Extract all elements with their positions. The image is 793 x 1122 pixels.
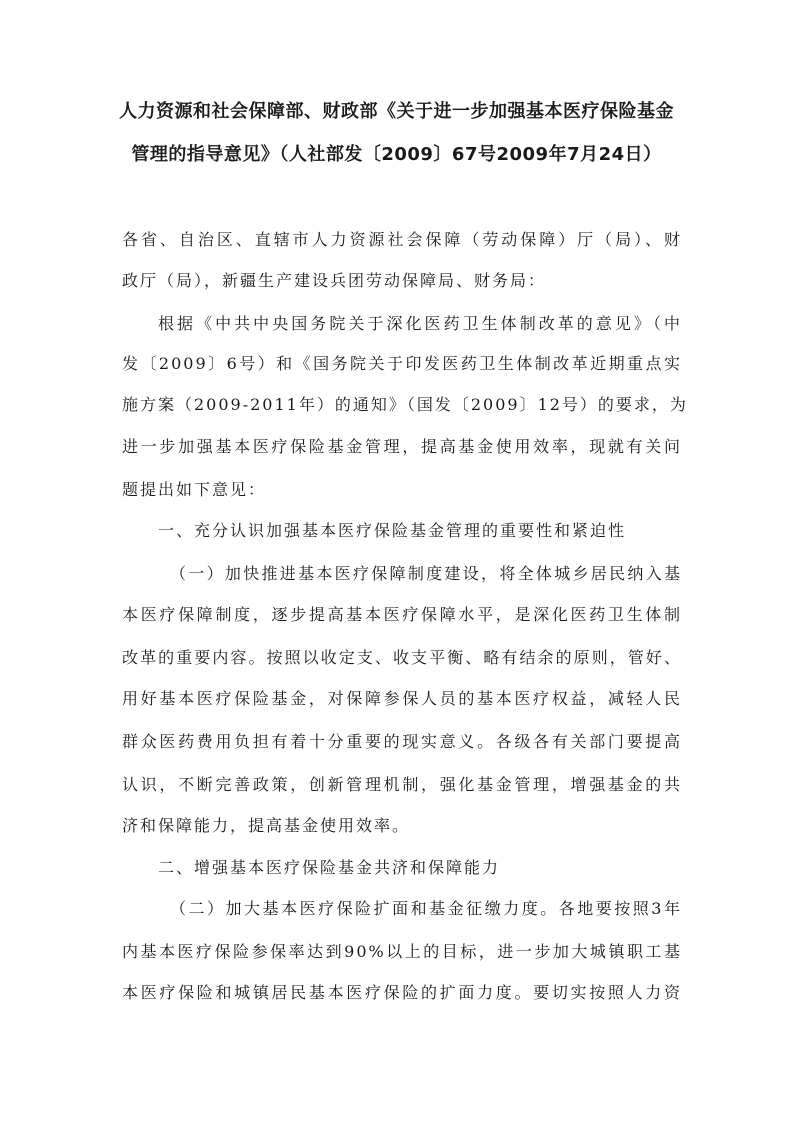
body-line-p1-5: 题提出如下意见： [122, 480, 267, 499]
body-line-p2-1: （一）加快推进基本医疗保障制度建设，将全体城乡居民纳入基 [170, 564, 682, 583]
body-line-p2-3: 改革的重要内容。按照以收定支、收支平衡、略有结余的原则，管好、 [122, 648, 682, 667]
body-line-p2-4: 用好基本医疗保险基金，对保障参保人员的基本医疗权益，减轻人民 [122, 689, 682, 708]
document-title-line-1: 人力资源和社会保障部、财政部《关于进一步加强基本医疗保险基金 [119, 101, 674, 122]
section-heading-1: 一、充分认识加强基本医疗保险基金管理的重要性和紧迫性 [158, 521, 627, 540]
section-heading-2: 二、增强基本医疗保险基金共济和保障能力 [158, 858, 501, 877]
body-line-p1-1: 根据《中共中央国务院关于深化医药卫生体制改革的意见》（中 [158, 314, 682, 333]
body-line-p2-7: 济和保障能力，提高基金使用效率。 [122, 816, 411, 835]
body-line-p1-4: 进一步加强基本医疗保险基金管理，提高基金使用效率，现就有关问 [122, 437, 682, 456]
body-line-p2-6: 认识，不断完善政策，创新管理机制，强化基金管理，增强基金的共 [122, 775, 682, 794]
body-line-p1-3: 施方案（2009-2011年）的通知》（国发〔2009〕12号）的要求，为 [122, 395, 688, 414]
body-line-addressee-2: 政厅（局），新疆生产建设兵团劳动保障局、财务局： [122, 271, 547, 290]
body-line-addressee-1: 各省、自治区、直辖市人力资源社会保障（劳动保障）厅（局）、财 [122, 230, 682, 249]
body-line-p3-3: 本医疗保险和城镇居民基本医疗保险的扩面力度。要切实按照人力资 [122, 983, 682, 1002]
body-line-p2-5: 群众医药费用负担有着十分重要的现实意义。各级各有关部门要提高 [122, 732, 682, 751]
body-line-p1-2: 发〔2009〕6号）和《国务院关于印发医药卫生体制改革近期重点实 [122, 354, 682, 373]
document-title-line-2: 管理的指导意见》（人社部发〔2009〕67号2009年7月24日） [131, 144, 662, 165]
body-line-p3-1: （二）加大基本医疗保险扩面和基金征缴力度。各地要按照3年 [170, 899, 682, 918]
body-line-p3-2: 内基本医疗保险参保率达到90%以上的目标，进一步加大城镇职工基 [122, 942, 682, 961]
body-line-p2-2: 本医疗保障制度，逐步提高基本医疗保障水平，是深化医药卫生体制 [122, 605, 682, 624]
